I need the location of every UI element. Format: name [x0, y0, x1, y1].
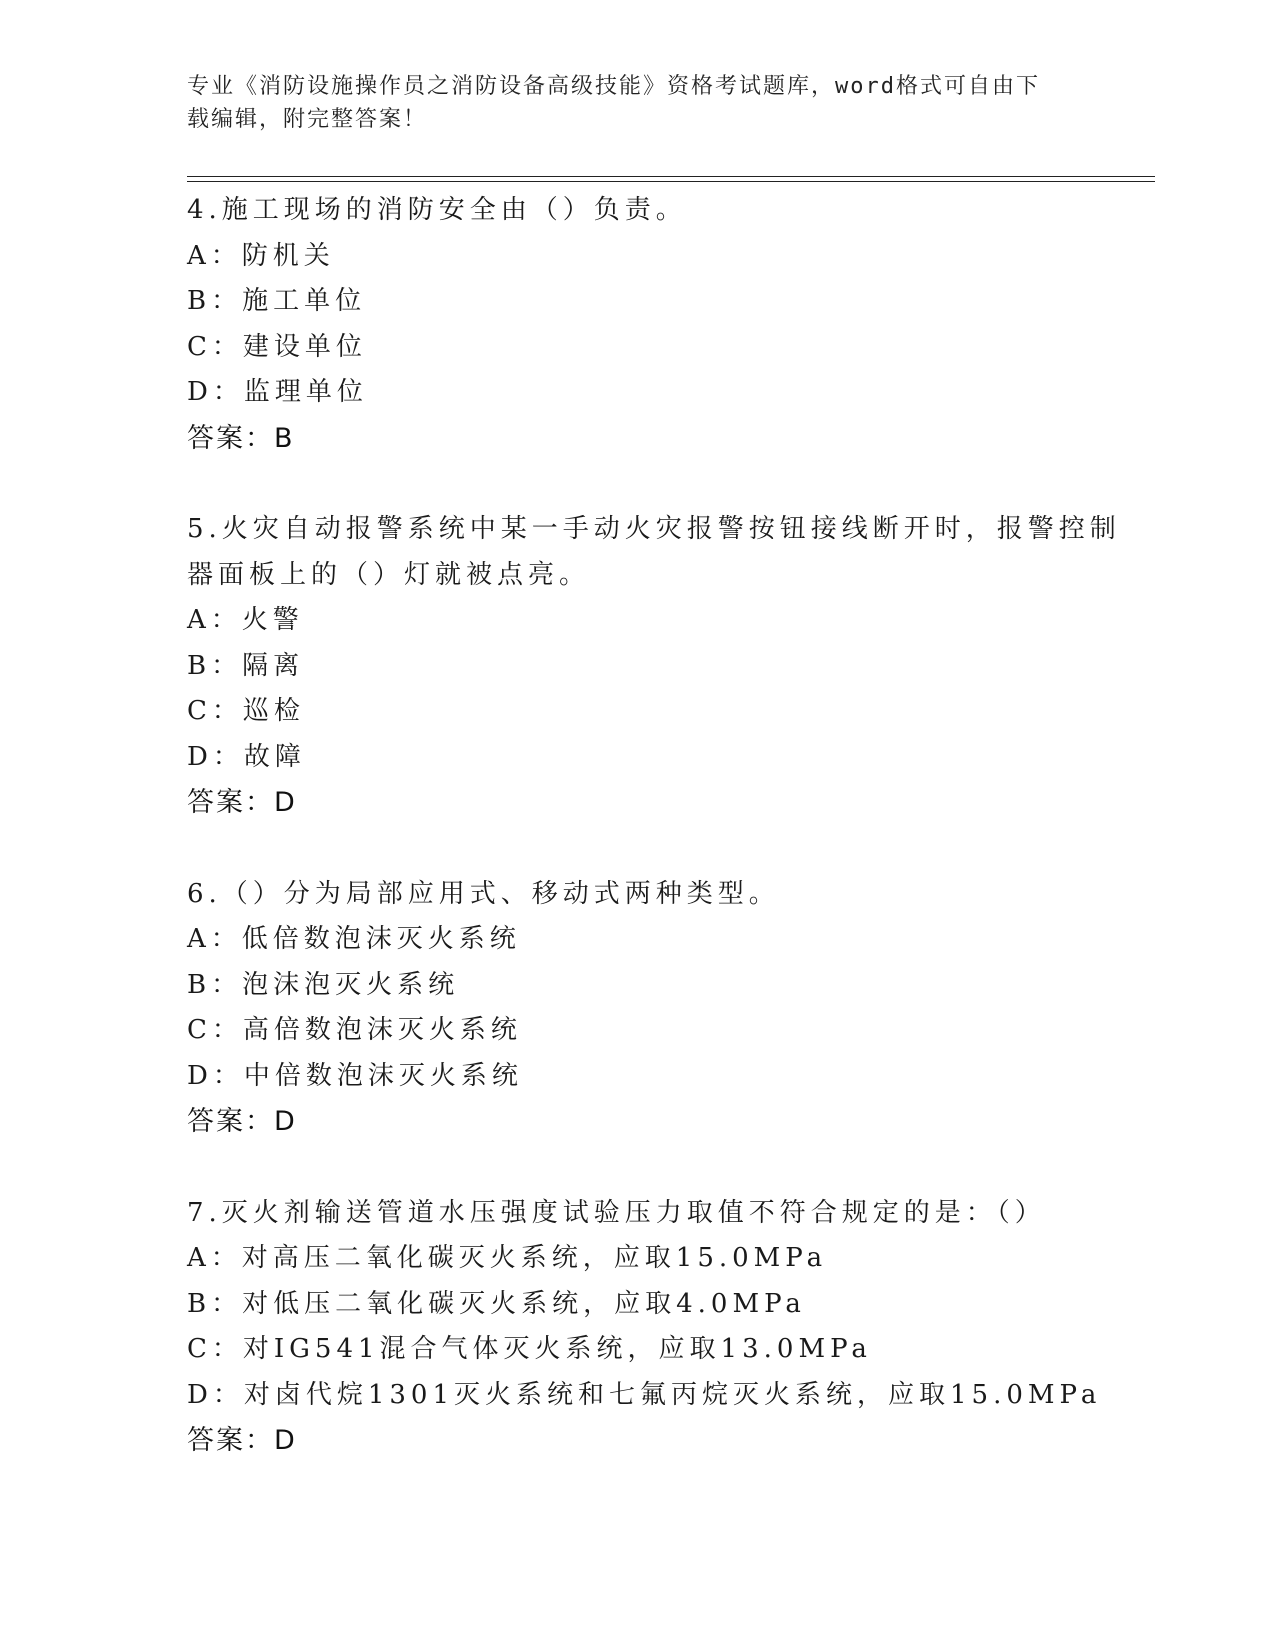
option-d: D：中倍数泡沫灭火系统	[187, 1060, 523, 1091]
question-4	[187, 188, 1155, 461]
document-header	[187, 70, 1087, 136]
question-5	[187, 507, 1155, 826]
header-line-1: 专业《消防设施操作员之消防设备高级技能》资格考试题库，word格式可自由下	[187, 74, 1040, 99]
question-stem: 7.灭火剂输送管道水压强度试验压力取值不符合规定的是：（）	[187, 1197, 1046, 1228]
option-d: D：监理单位	[187, 377, 368, 407]
question-stem: 6.（）分为局部应用式、移动式两种类型。	[187, 878, 780, 909]
option-c: C：对IG541混合气体灭火系统，应取13.0MPa	[187, 1334, 872, 1364]
question-stem-line-1: 5.火灾自动报警系统中某一手动火灾报警按钮接线断开时，报警控制	[187, 514, 1121, 544]
answer-label: 答案：D	[187, 787, 297, 818]
header-divider-bottom	[187, 181, 1155, 182]
question-7	[187, 1191, 1155, 1464]
option-c: C：建设单位	[187, 331, 367, 362]
header-line-2: 载编辑，附完整答案！	[187, 107, 428, 132]
question-6	[187, 872, 1155, 1145]
question-spacer	[187, 1145, 1155, 1191]
option-a: A：防机关	[187, 240, 335, 271]
option-c: C：高倍数泡沫灭火系统	[187, 1015, 522, 1045]
question-list	[187, 188, 1155, 1464]
answer-label: 答案：D	[187, 1425, 297, 1456]
question-spacer	[187, 461, 1155, 507]
answer-label: 答案：B	[187, 422, 295, 454]
option-a: A：低倍数泡沫灭火系统	[187, 924, 521, 954]
option-d: D：故障	[187, 741, 306, 772]
option-c: C：巡检	[187, 696, 305, 726]
answer-label: 答案：D	[187, 1106, 297, 1137]
option-a: A：对高压二氧化碳灭火系统，应取15.0MPa	[187, 1243, 828, 1273]
question-spacer	[187, 826, 1155, 872]
option-d: D：对卤代烷1301灭火系统和七氟丙烷灭火系统，应取15.0MPa	[187, 1379, 1102, 1410]
option-a: A：火警	[187, 605, 304, 635]
header-divider-top	[187, 176, 1155, 177]
option-b: B：隔离	[187, 650, 305, 681]
question-stem-line-2: 器面板上的（）灯就被点亮。	[187, 559, 591, 590]
option-b: B：泡沫泡灭火系统	[187, 969, 460, 1000]
option-b: B：施工单位	[187, 286, 367, 316]
option-b: B：对低压二氧化碳灭火系统，应取4.0MPa	[187, 1288, 806, 1319]
question-stem: 4.施工现场的消防安全由（）负责。	[187, 195, 687, 225]
